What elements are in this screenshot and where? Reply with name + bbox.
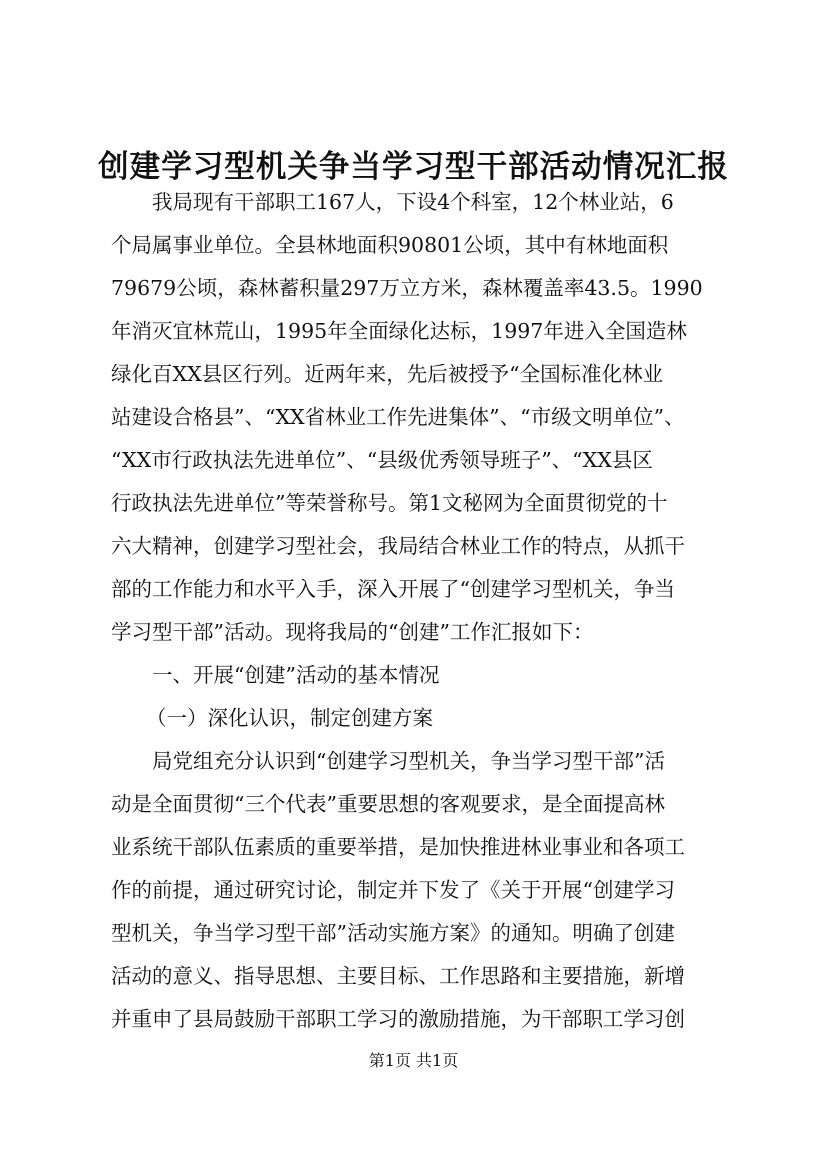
paragraph-line: 型机关，争当学习型干部”活动实施方案》的通知。明确了创建 xyxy=(111,921,675,945)
paragraph-line: “XX市行政执法先进单位”、“县级优秀领导班子”、“XX县区 xyxy=(111,448,653,472)
paragraph-line: 个局属事业单位。全县林地面积90801公顷，其中有林地面积 xyxy=(111,233,669,257)
paragraph-line: 部的工作能力和水平入手，深入开展了“创建学习型机关，争当 xyxy=(111,577,675,601)
subsection-heading: （一）深化认识，制定创建方案 xyxy=(146,706,433,730)
paragraph-line: 作的前提，通过研究讨论，制定并下发了《关于开展“创建学习 xyxy=(111,878,675,902)
section-heading: 一、开展“创建”活动的基本情况 xyxy=(152,663,440,687)
paragraph-line: 学习型干部”活动。现将我局的“创建”工作汇报如下： xyxy=(111,620,594,644)
paragraph-line: 六大精神，创建学习型社会，我局结合林业工作的特点，从抓干 xyxy=(111,534,685,558)
paragraph-line: 并重申了县局鼓励干部职工学习的激励措施，为干部职工学习创 xyxy=(111,1007,685,1031)
paragraph-line: 活动的意义、指导思想、主要目标、工作思路和主要措施，新增 xyxy=(111,964,685,988)
paragraph-line: 我局现有干部职工167人，下设4个科室，12个林业站，6 xyxy=(152,190,674,214)
paragraph-line: 79679公顷，森林蓄积量297万立方米，森林覆盖率43.5。1990 xyxy=(111,276,703,300)
paragraph-line: 局党组充分认识到“创建学习型机关，争当学习型干部”活 xyxy=(152,749,665,773)
paragraph-line: 绿化百XX县区行列。近两年来，先后被授予“全国标准化林业 xyxy=(111,362,664,386)
paragraph-line: 站建设合格县”、“XX省林业工作先进集体”、“市级文明单位”、 xyxy=(111,405,685,429)
paragraph-line: 动是全面贯彻“三个代表”重要思想的客观要求，是全面提高林 xyxy=(111,792,665,816)
paragraph-line: 年消灭宜林荒山，1995年全面绿化达标，1997年进入全国造林 xyxy=(111,319,687,343)
paragraph-line: 业系统干部队伍素质的重要举措，是加快推进林业事业和各项工 xyxy=(111,835,685,859)
document-title: 创建学习型机关争当学习型干部活动情况汇报 xyxy=(98,149,729,185)
page-number-footer: 第1页 共1页 xyxy=(368,1051,459,1070)
paragraph-line: 行政执法先进单位”等荣誉称号。第1文秘网为全面贯彻党的十 xyxy=(111,491,668,515)
